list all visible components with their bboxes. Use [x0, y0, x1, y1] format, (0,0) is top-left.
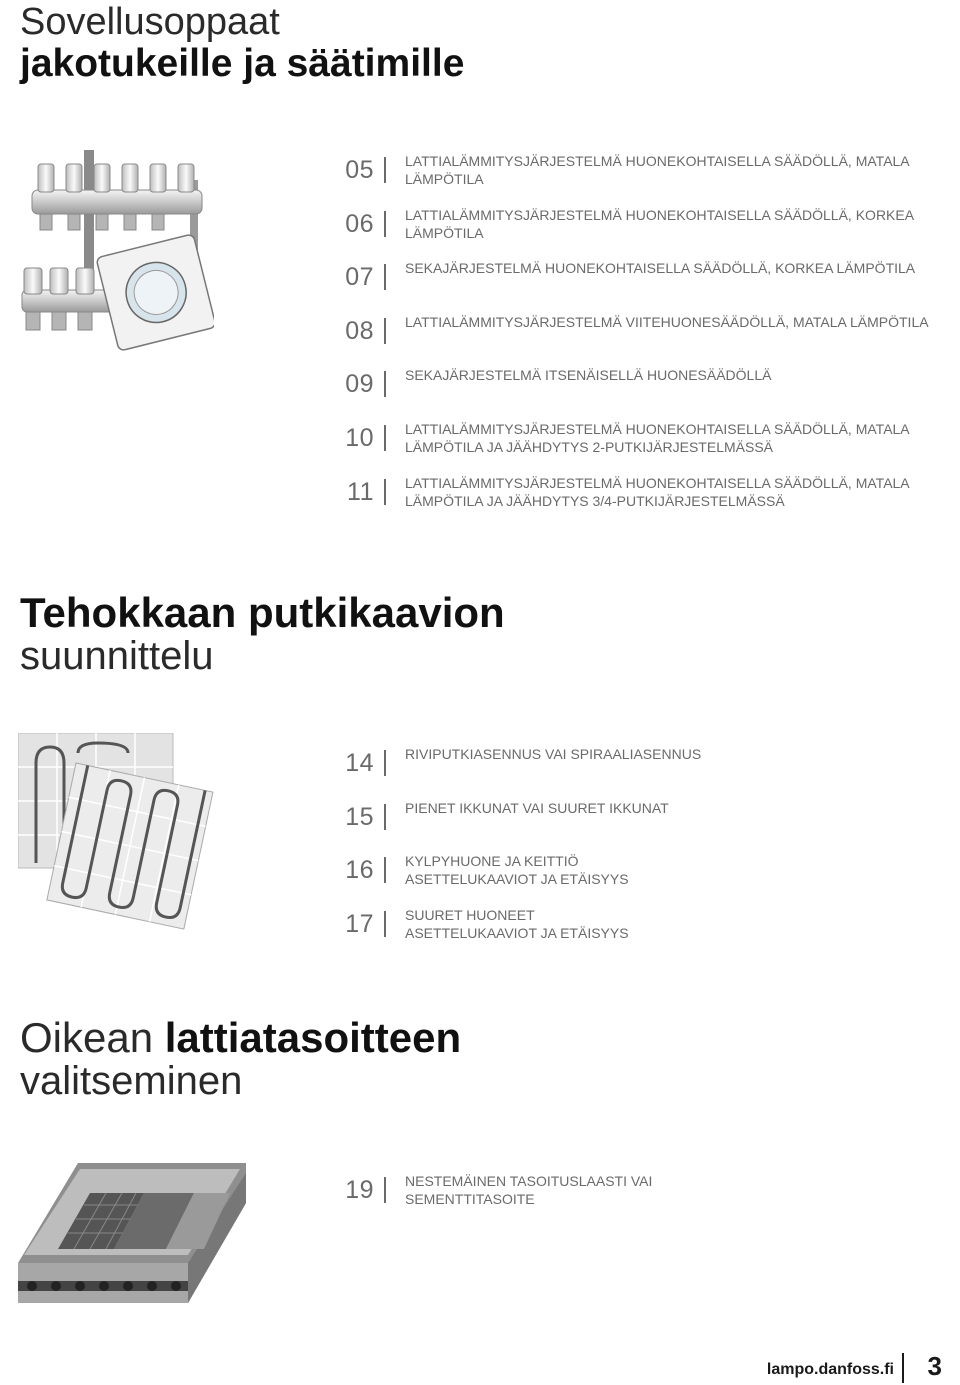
- toc-entry-07[interactable]: [340, 262, 960, 306]
- divider: [384, 264, 386, 290]
- divider: [384, 1177, 386, 1203]
- entry-text: RIVIPUTKIASENNUS VAI SPIRAALIASENNUS: [405, 746, 702, 762]
- section-heading-screed: [20, 1015, 461, 1104]
- page-footer: [742, 1353, 942, 1383]
- entry-text: SEKAJÄRJESTELMÄ ITSENÄISELLÄ HUONESÄÄDÖLLÄ: [405, 367, 772, 383]
- page-number: 08: [345, 317, 374, 345]
- heading-line-1: Oikean lattiatasoitteen: [20, 1014, 462, 1061]
- divider: [384, 804, 386, 830]
- entry-text: LATTIALÄMMITYSJÄRJESTELMÄ VIITEHUONESÄÄDÖLLÄ, MATALA LÄMPÖTILA: [405, 314, 929, 330]
- page-number: 17: [345, 910, 374, 938]
- entry-text: LATTIALÄMMITYSJÄRJESTELMÄ HUONEKOHTAISELLA SÄÄDÖLLÄ, MATALA LÄMPÖTILA JA JÄÄHDYTYS 2-PUTKIJÄRJESTELMÄSSÄ: [405, 421, 910, 455]
- page-number: 19: [345, 1176, 374, 1204]
- divider: [384, 479, 386, 505]
- entry-text: SUURET HUONEET ASETTELUKAAVIOT JA ETÄISYYS: [405, 907, 629, 941]
- entry-text: KYLPYHUONE JA KEITTIÖ ASETTELUKAAVIOT JA ETÄISYYS: [405, 853, 629, 887]
- divider: [384, 857, 386, 883]
- divider: [384, 425, 386, 451]
- toc-entry-06[interactable]: [340, 209, 960, 253]
- toc-entry-16[interactable]: [340, 855, 960, 899]
- divider: [384, 750, 386, 776]
- toc-entry-15[interactable]: [340, 802, 960, 846]
- page-number: 15: [345, 803, 374, 831]
- page-number-footer: 3: [927, 1351, 942, 1381]
- toc-entry-09[interactable]: [340, 369, 960, 413]
- toc-entry-08[interactable]: [340, 316, 960, 360]
- section-heading-controllers: [20, 2, 464, 85]
- manifold-thermostat-illustration: [14, 150, 214, 360]
- divider: [384, 318, 386, 344]
- toc-entry-05[interactable]: [340, 155, 960, 199]
- divider: [384, 211, 386, 237]
- toc-entry-17[interactable]: [340, 909, 960, 953]
- divider: [384, 911, 386, 937]
- heading-bold: jakotukeille ja säätimille: [20, 42, 465, 86]
- section-heading-pipe-layout: [20, 590, 505, 679]
- toc-entry-19[interactable]: [340, 1175, 960, 1219]
- heading-light: suunnittelu: [20, 634, 214, 679]
- footer-divider: [902, 1353, 904, 1383]
- toc-entry-10[interactable]: [340, 423, 960, 467]
- page-number: 07: [345, 263, 374, 291]
- entry-text: LATTIALÄMMITYSJÄRJESTELMÄ HUONEKOHTAISELLA SÄÄDÖLLÄ, MATALA LÄMPÖTILA JA JÄÄHDYTYS 3/4-PUTKIJÄRJESTELMÄSSÄ: [405, 475, 910, 509]
- heading-light: Sovellusoppaat: [20, 1, 280, 43]
- website-link[interactable]: lampo.danfoss.fi: [766, 1361, 894, 1378]
- entry-text: PIENET IKKUNAT VAI SUURET IKKUNAT: [405, 800, 669, 816]
- page-number: 14: [345, 749, 374, 777]
- divider: [384, 157, 386, 183]
- entry-text: NESTEMÄINEN TASOITUSLAASTI VAI SEMENTTITASOITE: [405, 1173, 653, 1207]
- divider: [384, 371, 386, 397]
- entry-text: SEKAJÄRJESTELMÄ HUONEKOHTAISELLA SÄÄDÖLLÄ, KORKEA LÄMPÖTILA: [405, 260, 916, 276]
- floor-heating-panels-illustration: [18, 733, 233, 933]
- page-number: 09: [345, 370, 374, 398]
- entry-text: LATTIALÄMMITYSJÄRJESTELMÄ HUONEKOHTAISELLA SÄÄDÖLLÄ, KORKEA LÄMPÖTILA: [405, 207, 915, 241]
- floor-screed-cross-section-illustration: [18, 1163, 246, 1323]
- page-number: 05: [345, 156, 374, 184]
- toc-entry-14[interactable]: [340, 748, 960, 792]
- heading-bold: Tehokkaan putkikaavion: [20, 589, 505, 636]
- page-number: 06: [345, 210, 374, 238]
- heading-line-2: valitseminen: [20, 1059, 243, 1104]
- page-number: 16: [345, 856, 374, 884]
- page-number: 11: [347, 478, 374, 506]
- toc-entry-11[interactable]: [340, 477, 960, 521]
- page-number: 10: [345, 424, 374, 452]
- entry-text: LATTIALÄMMITYSJÄRJESTELMÄ HUONEKOHTAISELLA SÄÄDÖLLÄ, MATALA LÄMPÖTILA: [405, 153, 910, 187]
